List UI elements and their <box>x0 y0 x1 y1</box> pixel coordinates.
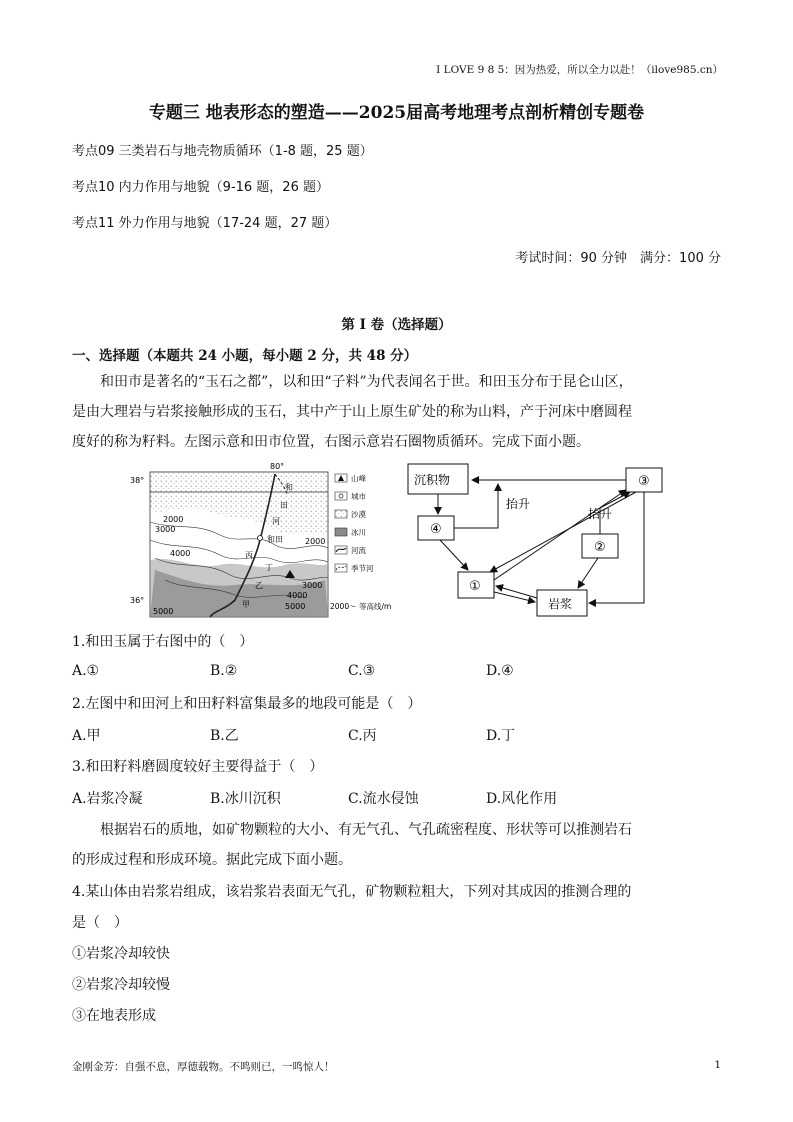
contour-label: 4000 <box>170 549 191 558</box>
lat-38-label: 38° <box>130 476 145 485</box>
q2-option-b[interactable]: B.乙 <box>210 728 239 744</box>
q2-option-c[interactable]: C.丙 <box>348 728 377 744</box>
label-bing: 丙 <box>245 551 253 560</box>
label-3: ③ <box>638 474 650 489</box>
label-yi: 乙 <box>255 581 263 590</box>
lat-36-label: 36° <box>130 596 145 605</box>
q3-option-d[interactable]: D.风化作用 <box>486 791 558 807</box>
header-slogan: I LOVE 9 8 5：因为热爱，所以全力以赴！（ilove985.cn） <box>436 64 723 76</box>
label-sediment: 沉积物 <box>414 473 451 487</box>
label-tian: 田 <box>280 501 288 510</box>
label-city: 和田 <box>267 535 283 544</box>
legend-glacier: 冰川 <box>351 528 366 537</box>
label-uplift-1: 抬升 <box>506 497 531 511</box>
q3-option-b[interactable]: B.冰川沉积 <box>210 791 281 807</box>
question-4-stem-line-1: 4.某山体由岩浆岩组成，该岩浆岩表面无气孔，矿物颗粒粗大，下列对其成因的推测合理的 <box>72 884 632 900</box>
hetian-location-map <box>125 460 415 620</box>
page-number: 1 <box>714 1059 721 1071</box>
legend-peak: 山峰 <box>351 474 366 483</box>
q2-option-d[interactable]: D.丁 <box>486 728 516 744</box>
part-heading: 一、选择题（本题共 24 小题，每小题 2 分，共 48 分） <box>72 348 418 364</box>
kaodian-1: 考点09 三类岩石与地壳物质循环（1-8 题，25 题） <box>72 144 373 159</box>
contour-label: 5000 <box>285 602 306 611</box>
passage-2-line-2: 的形成过程和形成环境。据此完成下面小题。 <box>72 852 352 868</box>
city-icon <box>258 536 263 541</box>
question-3-stem: 3.和田籽料磨圆度较好主要得益于（ ） <box>72 759 324 775</box>
kaodian-2: 考点10 内力作用与地貌（9-16 题，26 题） <box>72 180 329 195</box>
passage-1 <box>72 367 722 457</box>
q4-item-3: ③在地表形成 <box>72 1008 156 1024</box>
q1-option-a[interactable]: A.① <box>72 663 100 679</box>
legend-river: 河流 <box>351 546 366 555</box>
q1-option-b[interactable]: B.② <box>210 663 238 679</box>
contour-label: 2000 <box>305 537 326 546</box>
label-he: 和 <box>285 483 293 492</box>
contour-label: 3000 <box>155 525 176 534</box>
label-2: ② <box>594 540 606 555</box>
q3-option-c[interactable]: C.流水侵蚀 <box>348 791 419 807</box>
label-1: ① <box>469 579 481 594</box>
q1-option-c[interactable]: C.③ <box>348 663 376 679</box>
contour-label: 5000 <box>153 607 174 616</box>
footer-motto: 金刚金芳：自强不息，厚德载物。不鸣则已，一鸣惊人！ <box>72 1061 335 1073</box>
kaodian-3: 考点11 外力作用与地貌（17-24 题，27 题） <box>72 216 338 231</box>
label-magma: 岩浆 <box>548 597 573 611</box>
contour-label: 4000 <box>287 591 308 600</box>
label-river: 河 <box>272 517 280 526</box>
label-jia: 甲 <box>242 600 250 609</box>
passage-1-line-3: 度好的称为籽料。左图示意和田市位置，右图示意岩石圈物质循环。完成下面小题。 <box>72 434 590 450</box>
passage-2 <box>72 815 722 875</box>
label-4: ④ <box>430 522 442 537</box>
passage-2-line-1: 根据岩石的质地，如矿物颗粒的大小、有无气孔、气孔疏密程度、形状等可以推测岩石 <box>100 822 632 838</box>
q2-option-a[interactable]: A.甲 <box>72 728 101 744</box>
question-1-stem: 1.和田玉属于右图中的（ ） <box>72 634 254 650</box>
question-2-stem: 2.左图中和田河上和田籽料富集最多的地段可能是（ ） <box>72 696 422 712</box>
legend-contour: 2000～ 等高线/m <box>330 602 392 611</box>
passage-1-line-1: 和田市是著名的“玉石之都”，以和田“子料”为代表闻名于世。和田玉分布于昆仑山区， <box>100 374 633 390</box>
q1-option-d[interactable]: D.④ <box>486 663 514 679</box>
contour-label: 3000 <box>302 581 323 590</box>
rock-cycle-diagram <box>400 460 690 625</box>
legend-desert: 沙漠 <box>351 510 366 519</box>
label-ding: 丁 <box>265 563 273 572</box>
map-legend <box>330 473 391 611</box>
legend-seasonal-river: 季节河 <box>351 564 374 573</box>
section-title: 第 I 卷（选择题） <box>341 317 452 333</box>
legend-city: 城市 <box>351 492 366 501</box>
q4-item-2: ②岩浆冷却较慢 <box>72 977 170 993</box>
page-title: 专题三 地表形态的塑造——2025届高考地理考点剖析精创专题卷 <box>148 103 645 123</box>
label-uplift-2: 抬升 <box>588 507 613 521</box>
lon-80-label: 80° <box>270 462 285 471</box>
q3-option-a[interactable]: A.岩浆冷凝 <box>72 791 143 807</box>
question-4-stem-line-2: 是（ ） <box>72 915 128 931</box>
passage-1-line-2: 是由大理岩与岩浆接触形成的玉石，其中产于山上原生矿处的称为山料，产于河床中磨圆程 <box>72 404 632 420</box>
exam-info: 考试时间：90 分钟 满分：100 分 <box>515 251 721 266</box>
contour-label: 2000 <box>163 515 184 524</box>
q4-item-1: ①岩浆冷却较快 <box>72 946 170 962</box>
